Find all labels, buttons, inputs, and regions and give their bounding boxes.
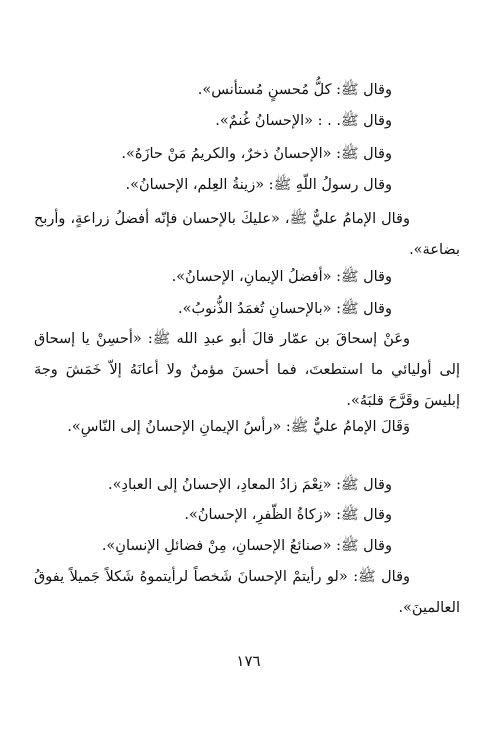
paragraph-1: وقال ﷺ: كلُّ مُحسنٍ مُستأنس».	[197, 82, 392, 98]
paragraph-12: وقال ﷺ: «صنائعُ الإحسانِ، مِنْ فضائلِ الإنسانِ».	[101, 538, 392, 554]
paragraph-13: وقال ﷺ: «لو رأيتمْ الإحسانَ شَخصاً لرأيتموهُ شَكلاً جَميلاً يفوقُ العالمينَ».	[34, 569, 460, 616]
paragraph-11: وقال ﷺ: «زكاةُ الظّفرِ، الإحسانُ».	[184, 507, 392, 523]
paragraph-3: وقال ﷺ: «الإحسانُ ذخرٌ، والكريمُ مَنْ حازَهُ».	[121, 146, 392, 162]
paragraph-6: وقال ﷺ: «أفضلُ الإيمانِ، الإحسانُ».	[171, 269, 392, 285]
paragraph-7: وقال ﷺ: «بالإحسانِ تُغمَدُ الذُّنوبُ».	[177, 301, 392, 317]
paragraph-9: وَقَالَ الإمامُ عليٌّ ﷺ: «رأسُ الإيمانِ الإحسانُ إلى النّاسِ».	[67, 419, 410, 435]
paragraph-5: وقال الإمامُ عليٌّ ﷺ، «عليكَ بالإحسان فإنّه أفضلُ زراعةٍ، وأربح بضاعة».	[34, 211, 460, 258]
paragraph-10: وقال ﷺ: «نِعْمَ زادُ المعادِ، الإحسانُ إلى العبادِ».	[108, 477, 392, 493]
paragraph-8: وعَنْ إسحاقَ بن عمّار قالَ أبو عبدِ الله ﷺ: «أحسِنْ يا إسحاق إلى أوليائي ما استطعتَ، فما أحسنَ مؤمنٌ ولا أعانَهُ إلاّ خَمَشَ وجهَ إبليسَ وقَرَّحَ قلبَهُ».	[34, 331, 460, 409]
page-number: ١٧٦	[236, 652, 261, 670]
paragraph-4: وقال رسولُ اللّهِ ﷺ: «زينةُ العِلم، الإحسانُ».	[125, 177, 392, 193]
paragraph-2: وقال ﷺ. . : «الإحسانُ غُنمٌ».	[215, 113, 392, 129]
